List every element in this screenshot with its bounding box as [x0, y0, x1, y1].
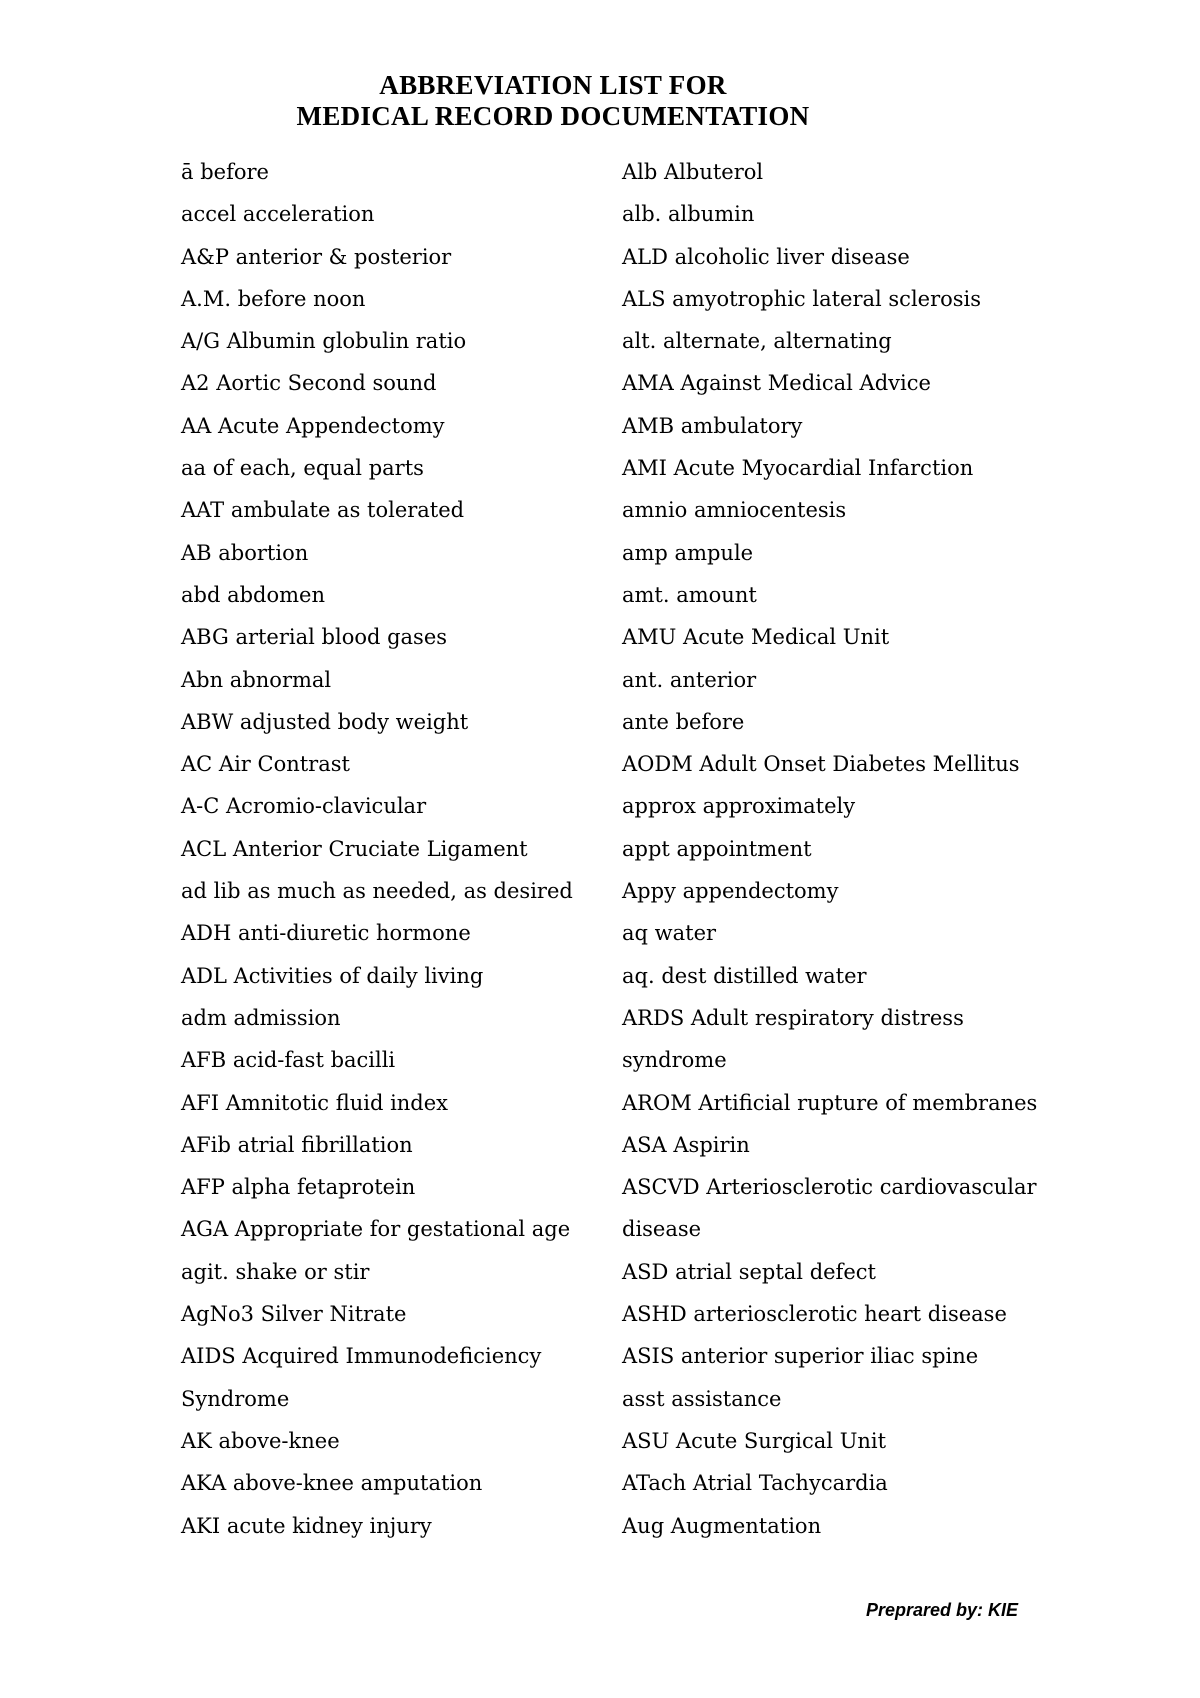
abbreviation-entry: AMU Acute Medical Unit: [622, 625, 890, 650]
abbreviation-entry: ALS amyotrophic lateral sclerosis: [622, 286, 982, 311]
abbreviation-entry: approx approximately: [622, 794, 856, 819]
abbreviation-entry: Syndrome: [181, 1386, 290, 1411]
abbreviation-entry: AgNo3 Silver Nitrate: [181, 1302, 407, 1327]
abbreviation-entry: AGA Appropriate for gestational age: [181, 1217, 571, 1242]
abbreviation-entry: AODM Adult Onset Diabetes Mellitus: [622, 752, 1020, 777]
abbreviation-entry: A/G Albumin globulin ratio: [181, 329, 467, 354]
abbreviation-entry: Appy appendectomy: [622, 879, 839, 904]
abbreviation-entry: ASHD arteriosclerotic heart disease: [622, 1302, 1007, 1327]
abbreviation-entry: AAT ambulate as tolerated: [181, 498, 465, 523]
abbreviation-entry: alb. albumin: [622, 202, 755, 227]
abbreviation-entry: Alb Albuterol: [622, 160, 764, 184]
abbreviation-entry: ADH anti-diuretic hormone: [181, 921, 471, 946]
abbreviation-entry: A&P anterior & posterior: [181, 244, 452, 269]
abbreviation-entry: disease: [622, 1217, 702, 1242]
abbreviation-entry: AB abortion: [181, 540, 309, 565]
abbreviation-entry: asst assistance: [622, 1386, 782, 1411]
abbreviation-entry: AIDS Acquired Immunodeficiency: [181, 1344, 542, 1369]
abbreviation-entry: ASU Acute Surgical Unit: [622, 1428, 887, 1453]
abbreviation-entry: aq. dest distilled water: [622, 963, 867, 988]
abbreviation-entry: AFI Amnitotic fluid index: [181, 1090, 449, 1115]
abbreviation-entry: AK above-knee: [181, 1428, 340, 1453]
abbreviation-entry: AROM Artificial rupture of membranes: [622, 1090, 1038, 1115]
abbreviation-entry: ATach Atrial Tachycardia: [622, 1471, 888, 1496]
abbreviation-entry: AMB ambulatory: [622, 413, 803, 438]
abbreviation-entry: ASD atrial septal defect: [622, 1259, 876, 1284]
abbreviation-entry: Abn abnormal: [181, 667, 332, 692]
abbreviation-entry: Aug Augmentation: [622, 1513, 822, 1538]
abbreviation-entry: ALD alcoholic liver disease: [622, 244, 910, 269]
abbreviation-entry: appt appointment: [622, 836, 812, 861]
abbreviation-entry: AMA Against Medical Advice: [622, 371, 931, 396]
document-title: [0, 70, 1106, 132]
abbreviation-entry: AKA above-knee amputation: [181, 1471, 483, 1496]
abbreviation-entry: ABG arterial blood gases: [181, 625, 448, 650]
abbreviation-entry: ASCVD Arteriosclerotic cardiovascular: [622, 1175, 1037, 1200]
title-line-2: MEDICAL RECORD DOCUMENTATION: [296, 101, 810, 131]
abbreviation-entry: syndrome: [622, 1048, 727, 1073]
abbreviation-entry: A2 Aortic Second sound: [181, 371, 437, 396]
abbreviation-entry: ad lib as much as needed, as desired: [181, 879, 573, 904]
abbreviation-entry: A-C Acromio-clavicular: [181, 794, 427, 819]
abbreviation-entry: ASIS anterior superior iliac spine: [622, 1344, 979, 1369]
abbreviation-entry: accel acceleration: [181, 202, 375, 227]
abbreviation-entry: ACL Anterior Cruciate Ligament: [181, 836, 528, 861]
abbreviation-entry: ARDS Adult respiratory distress: [622, 1005, 964, 1030]
abbreviation-entry: ASA Aspirin: [622, 1132, 750, 1157]
abbreviation-entry: ā before: [181, 160, 269, 184]
abbreviation-entry: agit. shake or stir: [181, 1259, 370, 1284]
abbreviation-entry: abd abdomen: [181, 582, 325, 607]
title-line-1: ABBREVIATION LIST FOR: [379, 70, 727, 100]
abbreviation-column-right: [622, 151, 1037, 1547]
abbreviation-entry: alt. alternate, alternating: [622, 329, 892, 354]
abbreviation-column-left: [181, 151, 573, 1547]
abbreviation-entry: ABW adjusted body weight: [181, 709, 469, 734]
prepared-by-note: Preprared by: KIE: [866, 1600, 1019, 1620]
abbreviation-entry: AFB acid-fast bacilli: [181, 1048, 396, 1073]
abbreviation-entry: AA Acute Appendectomy: [181, 413, 445, 438]
abbreviation-entry: adm admission: [181, 1005, 341, 1030]
abbreviation-entry: AMI Acute Myocardial Infarction: [622, 456, 974, 481]
abbreviation-entry: AFP alpha fetaprotein: [181, 1175, 416, 1200]
abbreviation-entry: ADL Activities of daily living: [181, 963, 484, 988]
abbreviation-entry: ante before: [622, 709, 745, 734]
abbreviation-entry: AKI acute kidney injury: [181, 1513, 432, 1538]
abbreviation-entry: aa of each, equal parts: [181, 456, 424, 481]
abbreviation-entry: AC Air Contrast: [181, 752, 350, 777]
abbreviation-entry: amp ampule: [622, 540, 754, 565]
abbreviation-entry: aq water: [622, 921, 717, 946]
abbreviation-entry: amnio amniocentesis: [622, 498, 847, 523]
abbreviation-entry: A.M. before noon: [181, 286, 366, 311]
abbreviation-entry: amt. amount: [622, 582, 757, 607]
abbreviation-entry: AFib atrial fibrillation: [181, 1132, 413, 1157]
abbreviation-entry: ant. anterior: [622, 667, 757, 692]
